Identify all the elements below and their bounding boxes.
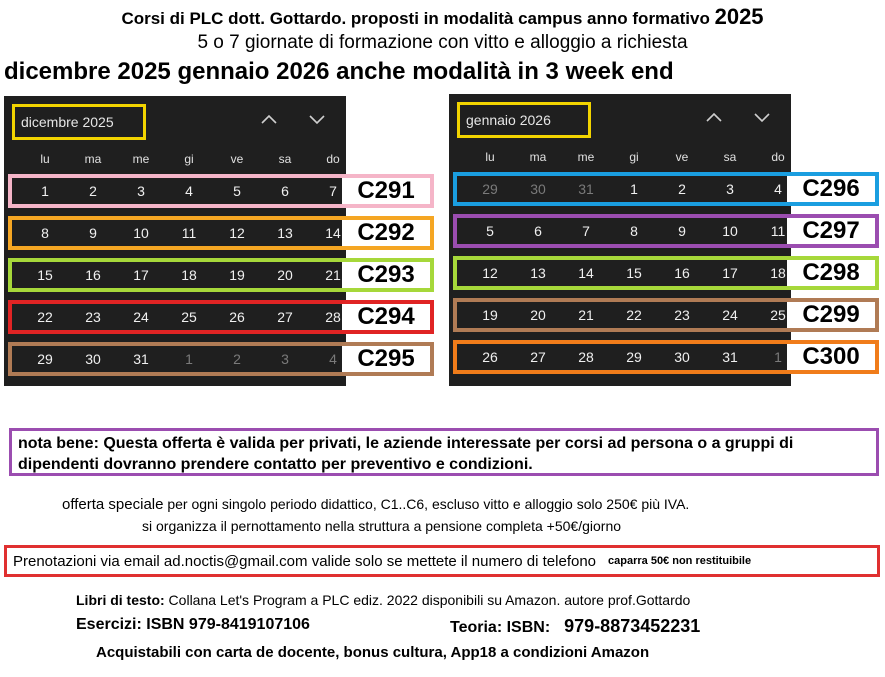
day-cell[interactable]: 27 (530, 349, 546, 365)
day-cell[interactable]: 16 (85, 267, 101, 283)
day-cell[interactable]: 16 (674, 265, 690, 281)
chevron-up-icon[interactable] (705, 110, 723, 126)
calendar-dicembre (4, 96, 415, 386)
day-cell[interactable]: 2 (678, 181, 686, 197)
day-cell[interactable]: 30 (85, 351, 101, 367)
prenotazioni-text: Prenotazioni via email ad.noctis@gmail.com valide solo se mettete il numero di telefono (13, 552, 597, 570)
week-row-c298 (453, 256, 879, 290)
subtitle: 5 o 7 giornate di formazione con vitto e alloggio a richiesta (197, 32, 688, 53)
course-code-c297: C297 (787, 218, 875, 244)
day-cell[interactable]: 6 (534, 223, 542, 239)
week-row-c292 (8, 216, 434, 250)
day-cell[interactable]: 1 (41, 183, 49, 199)
day-cell[interactable]: 9 (89, 225, 97, 241)
day-cell[interactable]: 23 (85, 309, 101, 325)
day-cell[interactable]: 1 (774, 349, 782, 365)
week-row-c300 (453, 340, 879, 374)
libri-label: Libri di testo: (76, 592, 165, 608)
day-cell[interactable]: 31 (722, 349, 738, 365)
weekday-lu: lu (485, 150, 495, 164)
day-cell[interactable]: 5 (233, 183, 241, 199)
day-cell[interactable]: 1 (630, 181, 638, 197)
week-row-c296 (453, 172, 879, 206)
day-cell[interactable]: 8 (630, 223, 638, 239)
day-cell[interactable]: 29 (37, 351, 53, 367)
acquistabili-line: Acquistabili con carta de docente, bonus cultura, App18 a condizioni Amazon (96, 644, 650, 661)
day-cell[interactable]: 15 (626, 265, 642, 281)
weekday-do: do (326, 152, 340, 166)
day-cell[interactable]: 29 (482, 181, 498, 197)
day-cell[interactable]: 19 (229, 267, 245, 283)
day-cell[interactable]: 15 (37, 267, 53, 283)
day-cell[interactable]: 24 (133, 309, 149, 325)
day-cell[interactable]: 9 (678, 223, 686, 239)
weekday-ma: ma (84, 152, 102, 166)
day-cell[interactable]: 22 (626, 307, 642, 323)
course-code-c299: C299 (787, 302, 875, 328)
title-year: 2025 (714, 4, 764, 29)
day-cell[interactable]: 22 (37, 309, 53, 325)
day-cell[interactable]: 25 (770, 307, 786, 323)
weekday-sa: sa (723, 150, 737, 164)
day-cell[interactable]: 24 (722, 307, 738, 323)
day-cell[interactable]: 20 (530, 307, 546, 323)
course-code-c296: C296 (787, 176, 875, 202)
course-code-c295: C295 (342, 346, 430, 372)
weekday-me: me (577, 150, 595, 164)
day-cell[interactable]: 1 (185, 351, 193, 367)
day-cell[interactable]: 3 (281, 351, 289, 367)
nota-bene: nota bene: Questa offerta è valida per privati, le aziende interessate per corsi ad persona o a gruppi di dipendenti dovranno prendere contatto per preventivo e condizioni. (9, 428, 879, 476)
weekday-lu: lu (40, 152, 50, 166)
teoria-label: Teoria: ISBN: (450, 619, 551, 636)
day-cell[interactable]: 6 (281, 183, 289, 199)
month-label[interactable]: gennaio 2026 (457, 102, 591, 138)
day-cell[interactable]: 26 (482, 349, 498, 365)
day-cell[interactable]: 3 (726, 181, 734, 197)
day-cell[interactable]: 7 (329, 183, 337, 199)
libri-text: Collana Let's Program a PLC ediz. 2022 disponibili su Amazon. autore prof.Gottardo (164, 592, 691, 608)
caparra-note: caparra 50€ non restituibile (608, 555, 752, 567)
week-row-c294 (8, 300, 434, 334)
day-cell[interactable]: 12 (229, 225, 245, 241)
title-line1-text: Corsi di PLC dott. Gottardo. proposti in modalità campus anno formativo (121, 9, 710, 28)
day-cell[interactable]: 18 (181, 267, 197, 283)
day-cell[interactable]: 28 (578, 349, 594, 365)
day-cell[interactable]: 17 (722, 265, 738, 281)
day-cell[interactable]: 4 (774, 181, 782, 197)
course-code-c300: C300 (787, 344, 875, 370)
day-cell[interactable]: 31 (133, 351, 149, 367)
day-cell[interactable]: 18 (770, 265, 786, 281)
day-cell[interactable]: 21 (325, 267, 341, 283)
weekday-gi: gi (184, 152, 194, 166)
day-cell[interactable]: 17 (133, 267, 149, 283)
week-row-c299 (453, 298, 879, 332)
day-cell[interactable]: 20 (277, 267, 293, 283)
weekday-ma: ma (529, 150, 547, 164)
day-cell[interactable]: 4 (329, 351, 337, 367)
libri-line (76, 592, 690, 608)
course-code-c294: C294 (342, 304, 430, 330)
day-cell[interactable]: 14 (578, 265, 594, 281)
prenotazioni-box (4, 545, 880, 577)
period-heading: dicembre 2025 gennaio 2026 anche modalità in 3 week end (4, 58, 674, 85)
teoria-number: 979-8873452231 (564, 616, 701, 636)
day-cell[interactable]: 26 (229, 309, 245, 325)
chevron-down-icon[interactable] (308, 112, 326, 128)
week-row-c293 (8, 258, 434, 292)
day-cell[interactable]: 7 (582, 223, 590, 239)
day-cell[interactable]: 3 (137, 183, 145, 199)
calendar-gennaio (449, 94, 860, 386)
day-cell[interactable]: 27 (277, 309, 293, 325)
day-cell[interactable]: 11 (770, 223, 786, 239)
day-cell[interactable]: 10 (133, 225, 149, 241)
day-cell[interactable]: 4 (185, 183, 193, 199)
course-code-c298: C298 (787, 260, 875, 286)
day-cell[interactable]: 13 (277, 225, 293, 241)
course-code-c291: C291 (342, 178, 430, 204)
weekday-gi: gi (629, 150, 639, 164)
day-cell[interactable]: 2 (89, 183, 97, 199)
day-cell[interactable]: 11 (181, 225, 197, 241)
course-code-c292: C292 (342, 220, 430, 246)
day-cell[interactable]: 29 (626, 349, 642, 365)
day-cell[interactable]: 30 (674, 349, 690, 365)
day-cell[interactable]: 21 (578, 307, 594, 323)
day-cell[interactable]: 28 (325, 309, 341, 325)
offerta-line (62, 496, 689, 513)
esercizi-isbn: Esercizi: ISBN 979-8419107106 (76, 616, 310, 633)
page-title (0, 4, 885, 30)
chevron-down-icon[interactable] (753, 110, 771, 126)
day-cell[interactable]: 19 (482, 307, 498, 323)
week-row-c295 (8, 342, 434, 376)
pernottamento-line: si organizza il pernottamento nella struttura a pensione completa +50€/giorno (142, 518, 622, 534)
day-cell[interactable]: 2 (233, 351, 241, 367)
teoria-isbn (450, 616, 700, 637)
offerta-text: per ogni singolo periodo didattico, C1..C6, escluso vitto e alloggio solo 250€ più IVA. (163, 496, 690, 512)
day-cell[interactable]: 31 (578, 181, 594, 197)
day-cell[interactable]: 5 (486, 223, 494, 239)
weekday-do: do (771, 150, 785, 164)
day-cell[interactable]: 23 (674, 307, 690, 323)
day-cell[interactable]: 10 (722, 223, 738, 239)
offerta-label: offerta speciale (62, 496, 164, 513)
month-label[interactable]: dicembre 2025 (12, 104, 146, 140)
day-cell[interactable]: 25 (181, 309, 197, 325)
day-cell[interactable]: 8 (41, 225, 49, 241)
chevron-up-icon[interactable] (260, 112, 278, 128)
weekday-ve: ve (230, 152, 244, 166)
weekday-me: me (132, 152, 150, 166)
week-row-c297 (453, 214, 879, 248)
week-row-c291 (8, 174, 434, 208)
day-cell[interactable]: 12 (482, 265, 498, 281)
day-cell[interactable]: 30 (530, 181, 546, 197)
weekday-sa: sa (278, 152, 292, 166)
weekday-ve: ve (675, 150, 689, 164)
course-code-c293: C293 (342, 262, 430, 288)
day-cell[interactable]: 14 (325, 225, 341, 241)
day-cell[interactable]: 13 (530, 265, 546, 281)
